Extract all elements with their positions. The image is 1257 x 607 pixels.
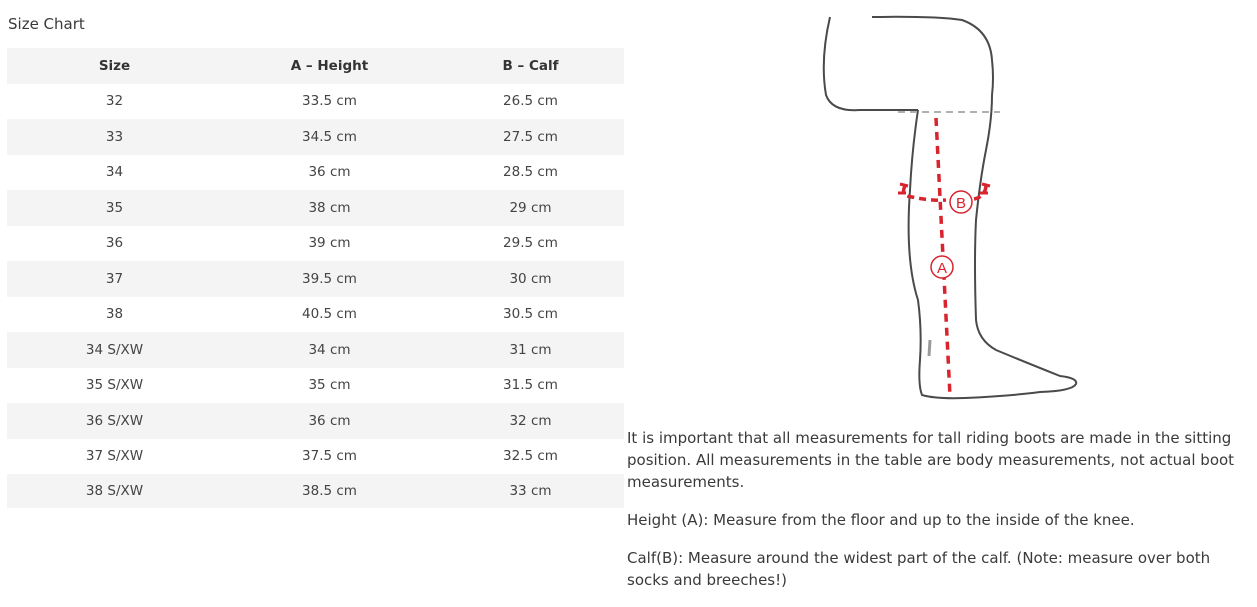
size-cell: 33 [105, 128, 124, 145]
calf-cell: 27.5 cm [503, 128, 558, 145]
ankle-mark [929, 340, 930, 356]
calf-cell: 29 cm [509, 199, 552, 216]
table-row [7, 155, 624, 191]
height-cell: 33.5 cm [302, 93, 357, 110]
size-cell: 35 S/XW [85, 377, 144, 394]
table-row [7, 439, 624, 475]
calf-cell: 33 cm [509, 483, 552, 499]
column-header-calf: B – Calf [502, 57, 559, 74]
leg-diagram [780, 10, 1090, 410]
instructions-paragraph: It is important that all measurements for tall riding boots are made in the sitting position. All measurements in the table are body measurements, not actual boot measurements. [627, 429, 1235, 491]
height-cell: 36 cm [308, 164, 351, 181]
table-row [7, 403, 624, 439]
table-row [7, 226, 624, 262]
size-cell: 38 [105, 306, 124, 323]
size-chart-table [7, 48, 624, 508]
table-row [7, 368, 624, 404]
size-cell: 38 S/XW [85, 483, 144, 499]
table-header-row [7, 48, 624, 84]
calf-cell: 30.5 cm [503, 306, 558, 323]
calf-cell: 28.5 cm [503, 164, 558, 181]
calf-label: B [955, 195, 967, 212]
size-cell: 34 S/XW [85, 341, 144, 358]
calf-measure-line [904, 186, 986, 200]
table-row [7, 190, 624, 226]
table-row [7, 261, 624, 297]
table-row [7, 119, 624, 155]
size-cell: 34 [105, 164, 124, 181]
size-cell: 32 [105, 93, 124, 110]
calf-cell: 26.5 cm [503, 93, 558, 110]
calf-cell: 30 cm [509, 270, 552, 287]
height-cell: 36 cm [308, 412, 351, 429]
height-cell: 39 cm [308, 235, 351, 252]
height-cell: 35 cm [308, 377, 351, 394]
column-header-height: A – Height [290, 57, 369, 74]
size-cell: 35 [105, 199, 124, 216]
calf-cell: 32.5 cm [503, 448, 558, 465]
height-label: A [936, 260, 948, 277]
height-cell: 34.5 cm [302, 128, 357, 145]
table-row [7, 297, 624, 333]
calf-cell: 31 cm [509, 341, 552, 358]
height-cell: 34 cm [308, 341, 351, 358]
table-row [7, 332, 624, 368]
calf-cell: 31.5 cm [503, 377, 558, 394]
shin-outline [909, 95, 1077, 398]
height-cell: 39.5 cm [302, 270, 357, 287]
height-instruction: Height (A): Measure from the floor and up to the inside of the knee. [627, 511, 1135, 529]
page-title: Size Chart [8, 15, 85, 33]
height-cell: 38 cm [308, 199, 351, 216]
thigh-outline [824, 17, 918, 110]
table-row [7, 474, 624, 508]
size-cell: 36 [105, 235, 124, 252]
column-header-size: Size [98, 57, 131, 74]
calf-instruction: Calf(B): Measure around the widest part of the calf. (Note: measure over both socks and breeches!) [627, 549, 1211, 589]
measurement-instructions [627, 427, 1252, 607]
knee-outline [872, 17, 993, 95]
height-cell: 40.5 cm [302, 306, 357, 323]
height-cell: 38.5 cm [302, 483, 357, 499]
table-row [7, 84, 624, 120]
height-cell: 37.5 cm [302, 448, 357, 465]
leg-measurement-illustration [780, 10, 1090, 410]
size-cell: 37 S/XW [85, 448, 144, 465]
size-cell: 37 [105, 270, 124, 287]
calf-cell: 29.5 cm [503, 235, 558, 252]
size-cell: 36 S/XW [85, 412, 144, 429]
calf-cell: 32 cm [509, 412, 552, 429]
